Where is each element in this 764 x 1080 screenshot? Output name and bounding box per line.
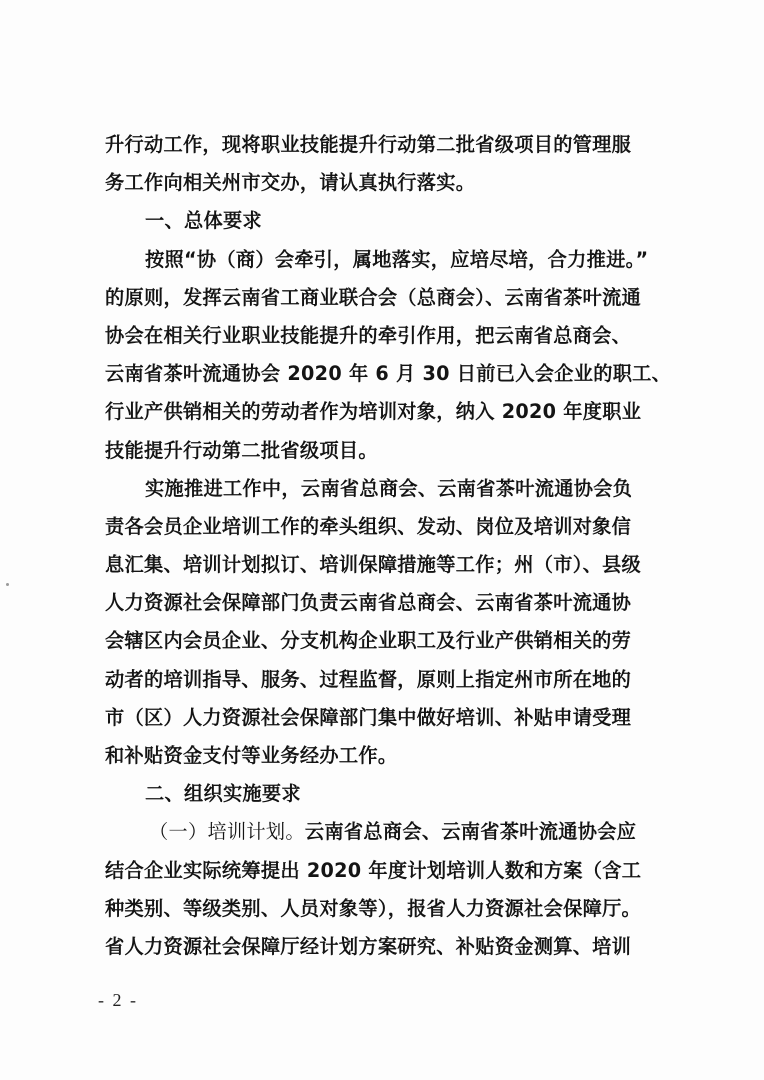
- text-line: 动者的培训指导、服务、过程监督，原则上指定州市所在地的: [105, 667, 632, 691]
- text-line: 技能提升行动第二批省级项目。: [105, 438, 378, 462]
- text-line: [105, 813, 665, 851]
- text-line: 务工作向相关州市交办，请认真执行落实。: [105, 171, 476, 195]
- text-line: 人力资源社会保障部门负责云南省总商会、云南省茶叶流通协: [105, 591, 632, 615]
- text-line: 种类别、等级类别、人员对象等），报省人力资源社会保障厅。: [105, 896, 642, 920]
- text-line: 云南省茶叶流通协会 2020 年 6 月 30 日前已入会企业的职工、: [105, 362, 672, 386]
- text-line: 按照“协（商）会牵引，属地落实，应培尽培，合力推进。”: [145, 247, 649, 271]
- document-body: [105, 126, 672, 966]
- text-line: 会辖区内会员企业、分支机构企业职工及行业产供销相关的劳: [105, 629, 632, 653]
- text-line: 息汇集、培训计划拟订、培训保障措施等工作；州（市）、县级: [105, 553, 642, 577]
- page-number: - 2 -: [98, 990, 138, 1010]
- subsection-text: 云南省总商会、云南省茶叶流通协会应: [304, 820, 637, 844]
- text-line: 结合企业实际统筹提出 2020 年度计划培训人数和方案（含工: [105, 858, 642, 882]
- text-line: 和补贴资金支付等业务经办工作。: [105, 744, 398, 767]
- text-line: 实施推进工作中，云南省总商会、云南省茶叶流通协会负: [145, 476, 633, 500]
- text-line: 行业产供销相关的劳动者作为培训对象，纳入 2020 年度职业: [105, 400, 642, 424]
- subsection-label: （一）培训计划。: [149, 820, 305, 844]
- section-heading: 一、总体要求: [145, 209, 262, 233]
- section-heading: 二、组织实施要求: [145, 782, 301, 806]
- text-line: 省人力资源社会保障厅经计划方案研究、补贴资金测算、培训: [105, 934, 632, 958]
- text-line: 责各会员企业培训工作的牵头组织、发动、岗位及培训对象信: [105, 514, 632, 538]
- scan-speck: [6, 583, 9, 586]
- text-line: 升行动工作，现将职业技能提升行动第二批省级项目的管理服: [105, 133, 632, 156]
- text-line: 市（区）人力资源社会保障部门集中做好培训、补贴申请受理: [105, 705, 632, 729]
- text-line: 的原则，发挥云南省工商业联合会（总商会）、云南省茶叶流通: [105, 285, 642, 309]
- text-line: 协会在相关行业职业技能提升的牵引作用，把云南省总商会、: [105, 323, 632, 347]
